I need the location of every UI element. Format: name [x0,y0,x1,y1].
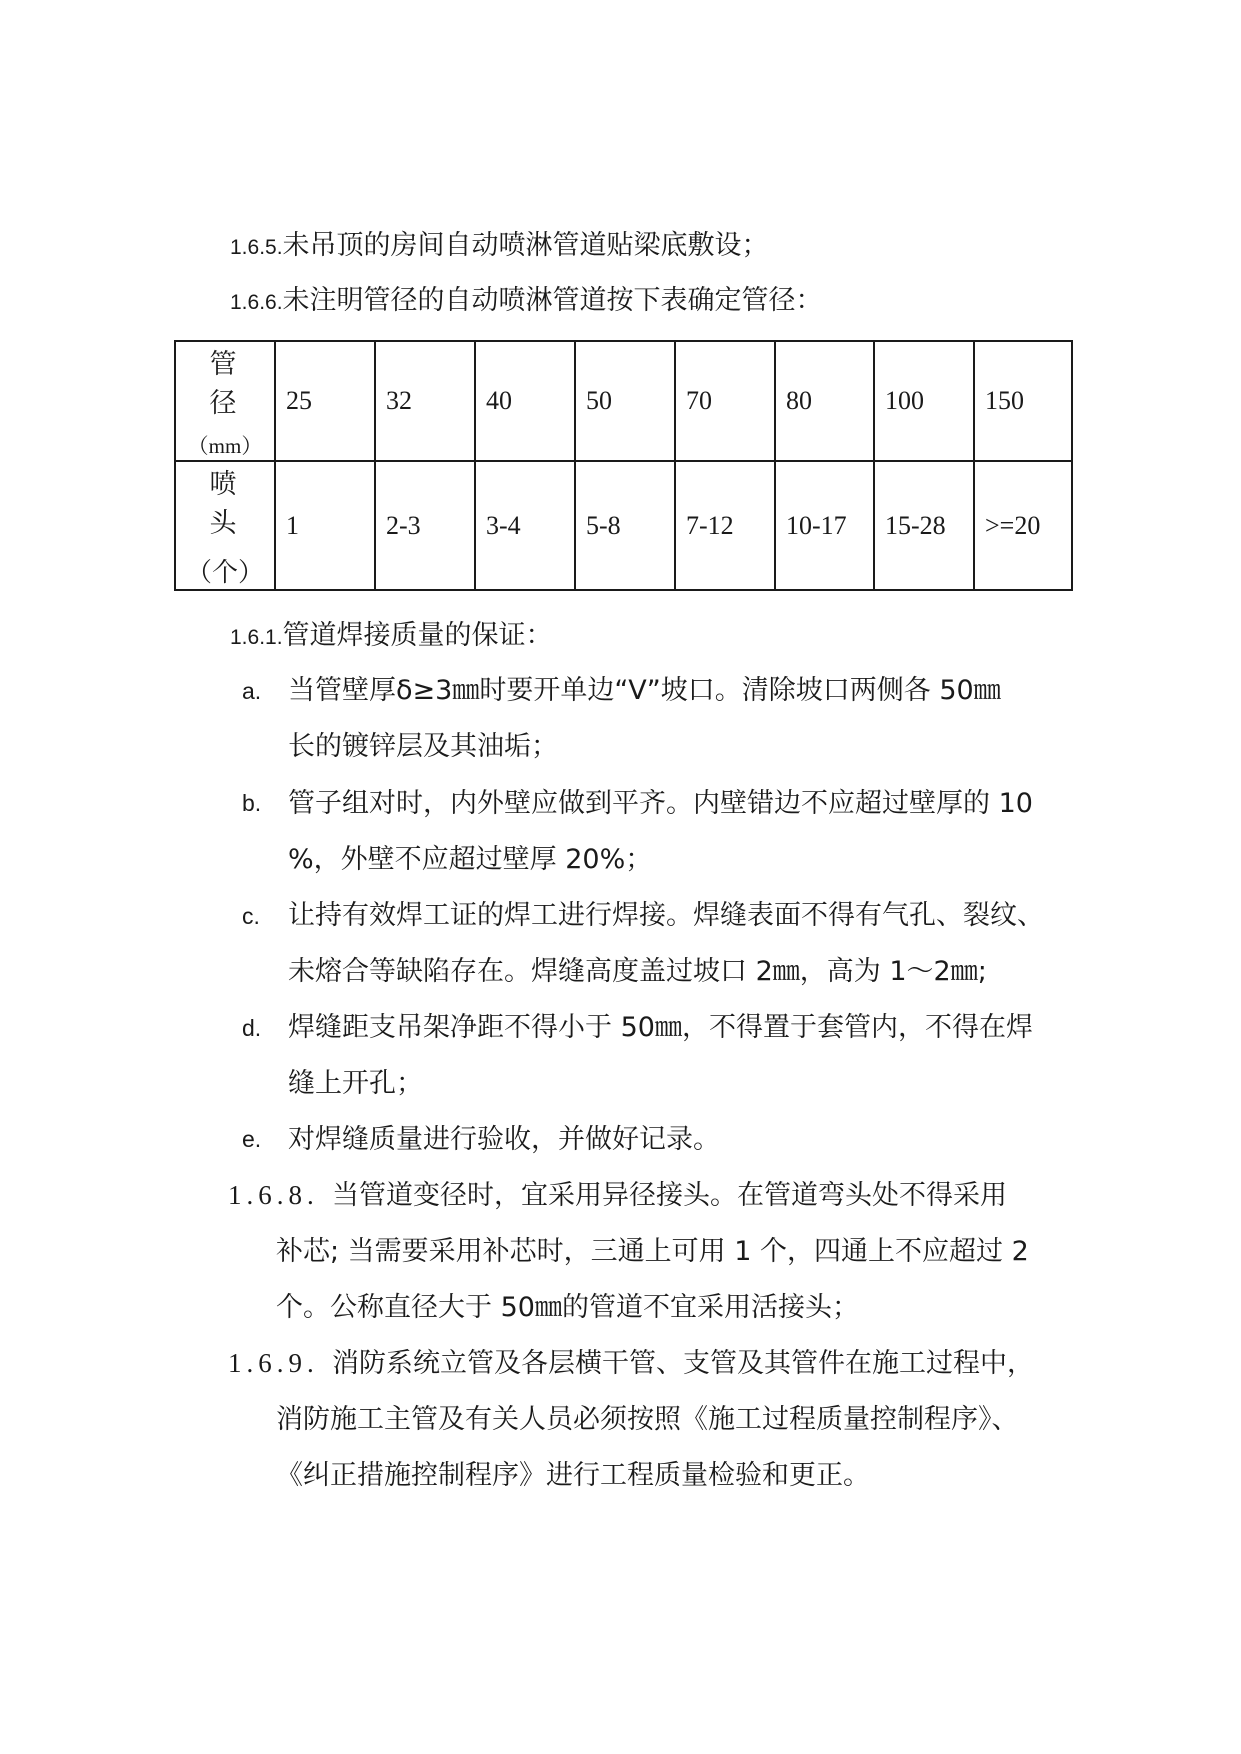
paragraph-text: 未吊顶的房间自动喷淋管道贴梁底敷设； [282,230,769,261]
section-1-6-9-line2: 消防施工主管及有关人员必须按照《施工过程质量控制程序》、 [276,1404,1019,1435]
table-cell: 150 [974,341,1072,461]
section-1-6-8-line3: 个。公称直径大于 50㎜的管道不宜采用活接头； [276,1292,859,1323]
paragraph-text: 管道焊接质量的保证： [282,620,553,651]
table-cell: 100 [874,341,974,461]
row-header-sprinklers [175,461,275,590]
item-b-label: b. [242,790,262,816]
item-e-label: e. [242,1126,262,1152]
paragraph-1-6-1 [230,622,553,649]
header-label: 管 径 [209,349,251,419]
table-cell: 5-8 [575,461,675,590]
table-cell: 3-4 [475,461,575,590]
section-1-6-9-number: 1.6.9. [228,1348,319,1378]
row-header-diameter [175,341,275,461]
item-a-text-line2: 长的镀锌层及其油垢； [288,731,558,762]
item-c-text-line2: 未熔合等缺陷存在。焊缝高度盖过坡口 2㎜，高为 1～2㎜; [288,956,987,987]
item-a-text-line1: 当管壁厚δ≥3㎜时要开单边“V”坡口。清除坡口两侧各 50㎜ [288,675,1001,706]
table-cell: 25 [275,341,375,461]
item-d-label: d. [242,1015,262,1041]
item-c-text-line1: 让持有效焊工证的焊工进行焊接。焊缝表面不得有气孔、裂纹、 [288,900,1044,931]
section-1-6-8-line2: 补芯; 当需要采用补芯时，三通上可用 1 个，四通上不应超过 2 [276,1236,1029,1267]
table-cell: 80 [775,341,874,461]
item-d-text-line1: 焊缝距支吊架净距不得小于 50㎜，不得置于套管内，不得在焊 [288,1012,1033,1043]
item-c-label: c. [242,903,260,929]
table-cell: 1 [275,461,375,590]
table-row-sprinklers [175,461,1072,590]
section-1-6-9-line1: 消防系统立管及各层横干管、支管及其管件在施工过程中， [332,1348,1034,1379]
table-cell: 32 [375,341,475,461]
header-label: 喷 头 [209,469,251,539]
pipe-diameter-table [174,340,1073,591]
paragraph-number: 1.6.5. [230,236,283,259]
table-cell: 7-12 [675,461,775,590]
header-unit: （mm） [187,434,263,458]
table-cell: 70 [675,341,775,461]
item-b-text-line2: %，外壁不应超过壁厚 20%； [288,844,653,875]
table-cell: 15-28 [874,461,974,590]
table-cell: 10-17 [775,461,874,590]
item-a-label: a. [242,678,262,704]
section-1-6-9-line3: 《纠正措施控制程序》进行工程质量检验和更正。 [276,1460,870,1491]
paragraph-1-6-6 [230,287,823,314]
section-1-6-8-number: 1.6.8. [228,1180,319,1210]
table-cell: 50 [575,341,675,461]
item-d-text-line2: 缝上开孔； [288,1068,423,1099]
paragraph-text: 未注明管径的自动喷淋管道按下表确定管径： [282,285,823,316]
paragraph-number: 1.6.6. [230,291,283,314]
table-cell: >=20 [974,461,1072,590]
header-unit: （个） [185,558,264,588]
paragraph-number: 1.6.1. [230,626,283,649]
table-cell: 2-3 [375,461,475,590]
table-row-diameter [175,341,1072,461]
item-b-text-line1: 管子组对时，内外壁应做到平齐。内壁错边不应超过壁厚的 10 [288,788,1033,819]
table-cell: 40 [475,341,575,461]
section-1-6-8-line1: 当管道变径时，宜采用异径接头。在管道弯头处不得采用 [332,1180,1007,1211]
paragraph-1-6-5 [230,232,769,259]
item-e-text-line1: 对焊缝质量进行验收，并做好记录。 [288,1124,720,1155]
